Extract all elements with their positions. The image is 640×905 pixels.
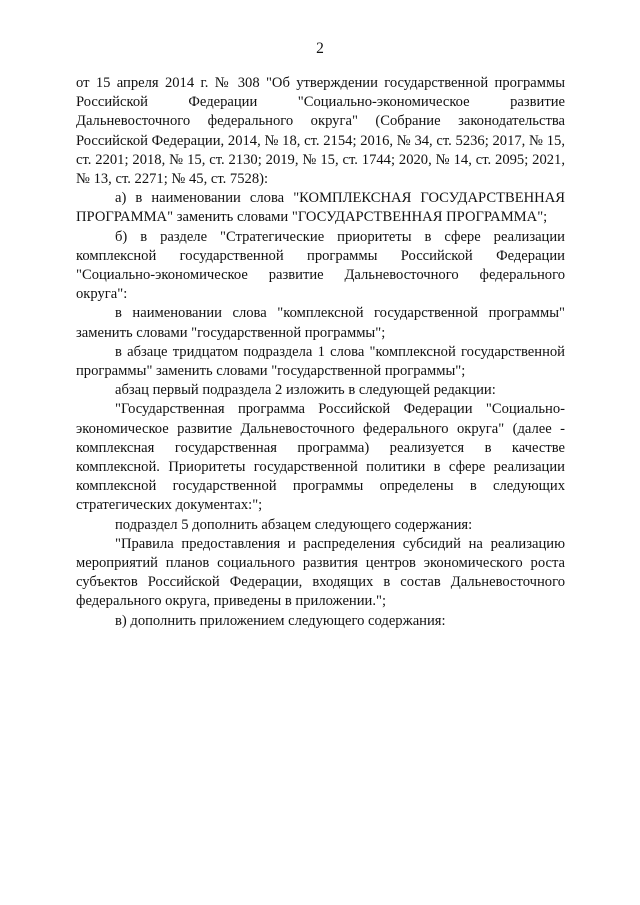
paragraph-title-change: в наименовании слова "комплексной государственной программы" заменить словами "государственной программы"; — [76, 305, 565, 341]
paragraph-decree-reference: от 15 апреля 2014 г. № 308 "Об утверждении государственной программы Российской Федерации "Социально-экономическое развитие Дальневосточного федерального округа" (Собрание законодательства Российской Федерации, 2014, № 18, ст. 2154; 2016, № 34, ст. 5236; 2017, № 15, ст. 2201; 2018, № 15, ст. 2130; 2019, № 15, ст. 1744; 2020, № 14, ст. 2095; 2021, № 13, ст. 2271; № 45, ст. 7528): — [76, 75, 565, 188]
paragraph-item-a: а) в наименовании слова "КОМПЛЕКСНАЯ ГОСУДАРСТВЕННАЯ ПРОГРАММА" заменить словами "ГОСУДАРСТВЕННАЯ ПРОГРАММА"; — [76, 190, 565, 226]
paragraph-subsection-2-text: "Государственная программа Российской Федерации "Социально-экономическое развитие Дальневосточного федерального округа" (далее - комплексная государственная программа) реализуется в качестве комплексной. Приоритеты государственной политики в сфере реализации комплексной государственной программы определены в следующих стратегических документах:"; — [76, 401, 565, 514]
paragraph-subsection-1-change: в абзаце тридцатом подраздела 1 слова "комплексной государственной программы" заменить словами "государственной программы"; — [76, 343, 565, 380]
paragraph-item-b: б) в разделе "Стратегические приоритеты в сфере реализации комплексной государственной программы Российской Федерации "Социально-экономическое развитие Дальневосточного федерального округа": — [76, 228, 565, 303]
paragraph-subsection-5-intro: подраздел 5 дополнить абзацем следующего содержания: — [115, 516, 473, 533]
paragraph-item-c: в) дополнить приложением следующего содержания: — [115, 612, 446, 629]
paragraph-subsection-5-text: "Правила предоставления и распределения субсидий на реализацию мероприятий планов социального развития центров экономического роста субъектов Российской Федерации, входящих в состав Дальневосточного федерального округа, приведены в приложении."; — [76, 535, 565, 610]
document-body — [76, 74, 565, 631]
paragraph-subsection-2-intro: абзац первый подраздела 2 изложить в следующей редакции: — [115, 382, 496, 399]
page-number: 2 — [316, 40, 324, 57]
